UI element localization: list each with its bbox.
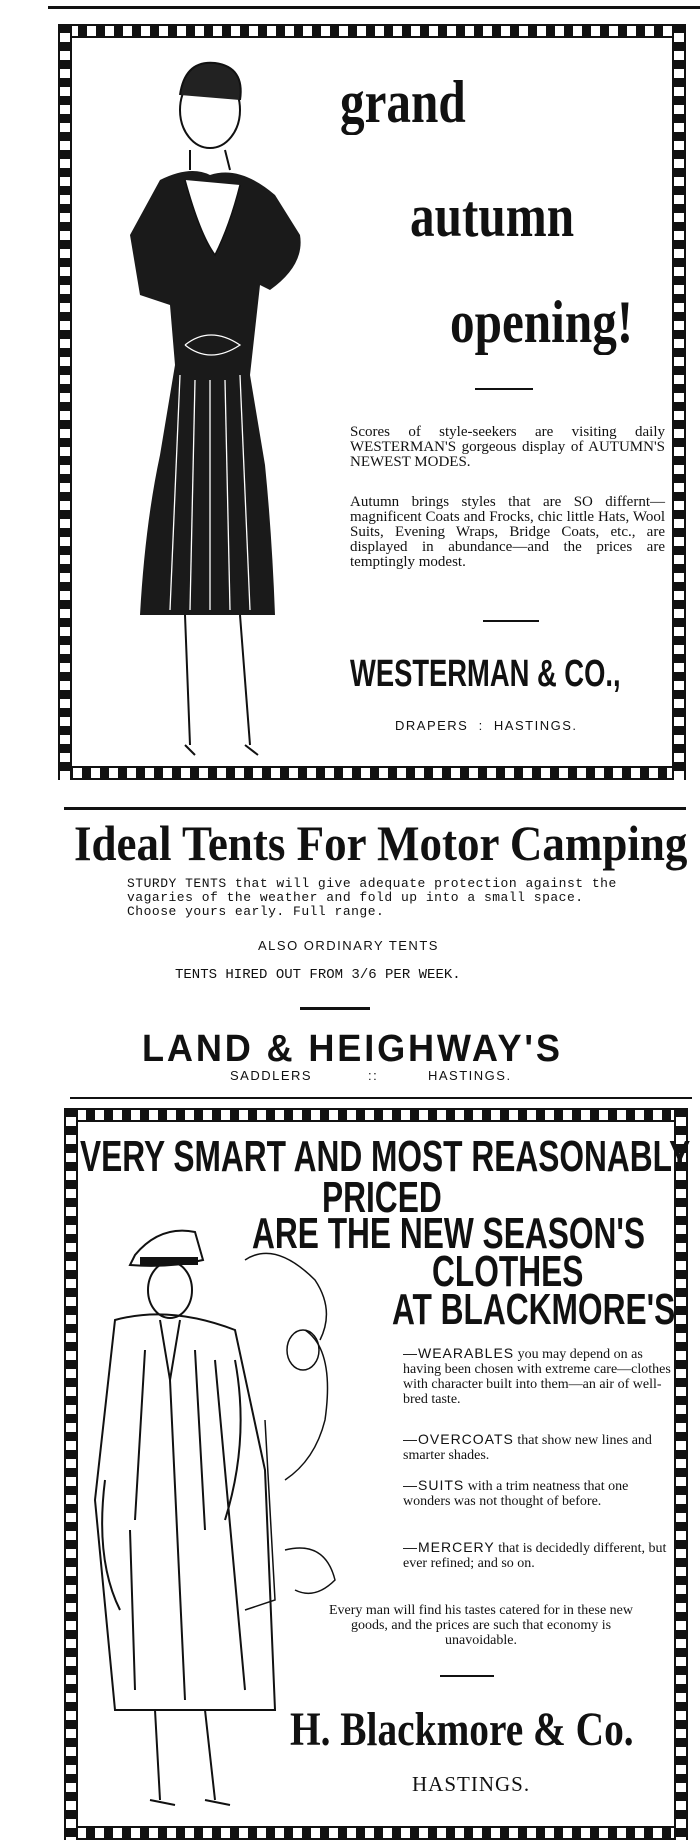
blackmore-item-suits: [403, 1478, 673, 1509]
checker-border-left: [58, 24, 72, 780]
divider: [483, 620, 539, 622]
checker-border-bottom: [64, 766, 684, 780]
tents-sub-left: SADDLERS: [230, 1068, 313, 1083]
land-heighway-name: LAND & HEIGHWAY'S: [142, 1028, 563, 1070]
blackmore-item-mercery: [403, 1540, 673, 1571]
top-rule: [48, 6, 700, 9]
tents-title: Ideal Tents For Motor Camping: [74, 815, 688, 871]
blackmore-sub: HASTINGS.: [412, 1772, 531, 1796]
item-key: —WEARABLES: [403, 1345, 515, 1361]
checker-border-bottom: [68, 1826, 686, 1840]
blackmore-item-overcoats: [403, 1432, 673, 1463]
checker-border-right: [672, 24, 686, 780]
westerman-para-1: Scores of style-seekers are visiting daily WESTERMAN'S gorgeous display of AUTUMN'S NEWEST MODES.: [350, 424, 665, 470]
divider: [440, 1675, 494, 1677]
checker-border-top: [68, 1108, 686, 1122]
westerman-sub: DRAPERS : HASTINGS.: [395, 718, 578, 733]
item-key: —MERCERY: [403, 1539, 495, 1555]
blackmore-item-wearables: [403, 1346, 673, 1407]
tents-sub-right: HASTINGS.: [428, 1068, 512, 1083]
section-rule: [64, 807, 686, 810]
heading-line-opening: opening!: [450, 289, 634, 355]
westerman-para-2: Autumn brings styles that are SO differnt—magnificent Coats and Frocks, chic little Hats, Wool Suits, Evening Wraps, Bridge Coats, etc., are displayed in abundance—and the prices are temptingly modest.: [350, 494, 665, 570]
tents-body: STURDY TENTS that will give adequate protection against the vagaries of the weather and fold up into a small space. Choose yours early. Full range.: [127, 876, 617, 919]
checker-border-right: [674, 1108, 688, 1840]
divider: [300, 1007, 370, 1010]
blackmore-name: H. Blackmore & Co.: [290, 1703, 634, 1756]
item-text: that is decidedly different, but ever refined; and so on.: [403, 1541, 667, 1571]
item-key: —SUITS: [403, 1477, 465, 1493]
heading-line-grand: grand: [340, 69, 466, 135]
blackmore-headline-5: AT BLACKMORE'S: [392, 1285, 676, 1334]
item-text: you may depend on as having been chosen with extreme care—clothes with character built into them—an air of well-bred taste.: [403, 1347, 671, 1407]
item-key: —OVERCOATS: [403, 1431, 514, 1447]
blackmore-headline-1: VERY SMART AND MOST REASONABLY: [80, 1132, 691, 1181]
divider: [475, 388, 533, 390]
heading-line-autumn: autumn: [410, 183, 575, 249]
blackmore-headline-4: CLOTHES: [432, 1247, 584, 1296]
tents-also: ALSO ORDINARY TENTS: [258, 938, 439, 953]
tents-hire: TENTS HIRED OUT FROM 3/6 PER WEEK.: [175, 967, 461, 983]
checker-border-top: [60, 24, 684, 38]
item-text: that show new lines and smarter shades.: [403, 1433, 652, 1463]
blackmore-closing: Every man will find his tastes catered for in these new goods, and the prices are such that economy is unavoidable.: [328, 1603, 633, 1648]
westerman-name: WESTERMAN & CO.,: [350, 653, 621, 695]
blackmore-headline-2: PRICED: [322, 1173, 442, 1222]
tents-sub-sep: ::: [368, 1068, 379, 1083]
section-rule: [70, 1097, 692, 1099]
item-text: with a trim neatness that one wonders was not thought of before.: [403, 1479, 629, 1509]
blackmore-headline-3: ARE THE NEW SEASON'S: [252, 1209, 646, 1258]
woman-in-dress-illustration: [90, 55, 320, 765]
